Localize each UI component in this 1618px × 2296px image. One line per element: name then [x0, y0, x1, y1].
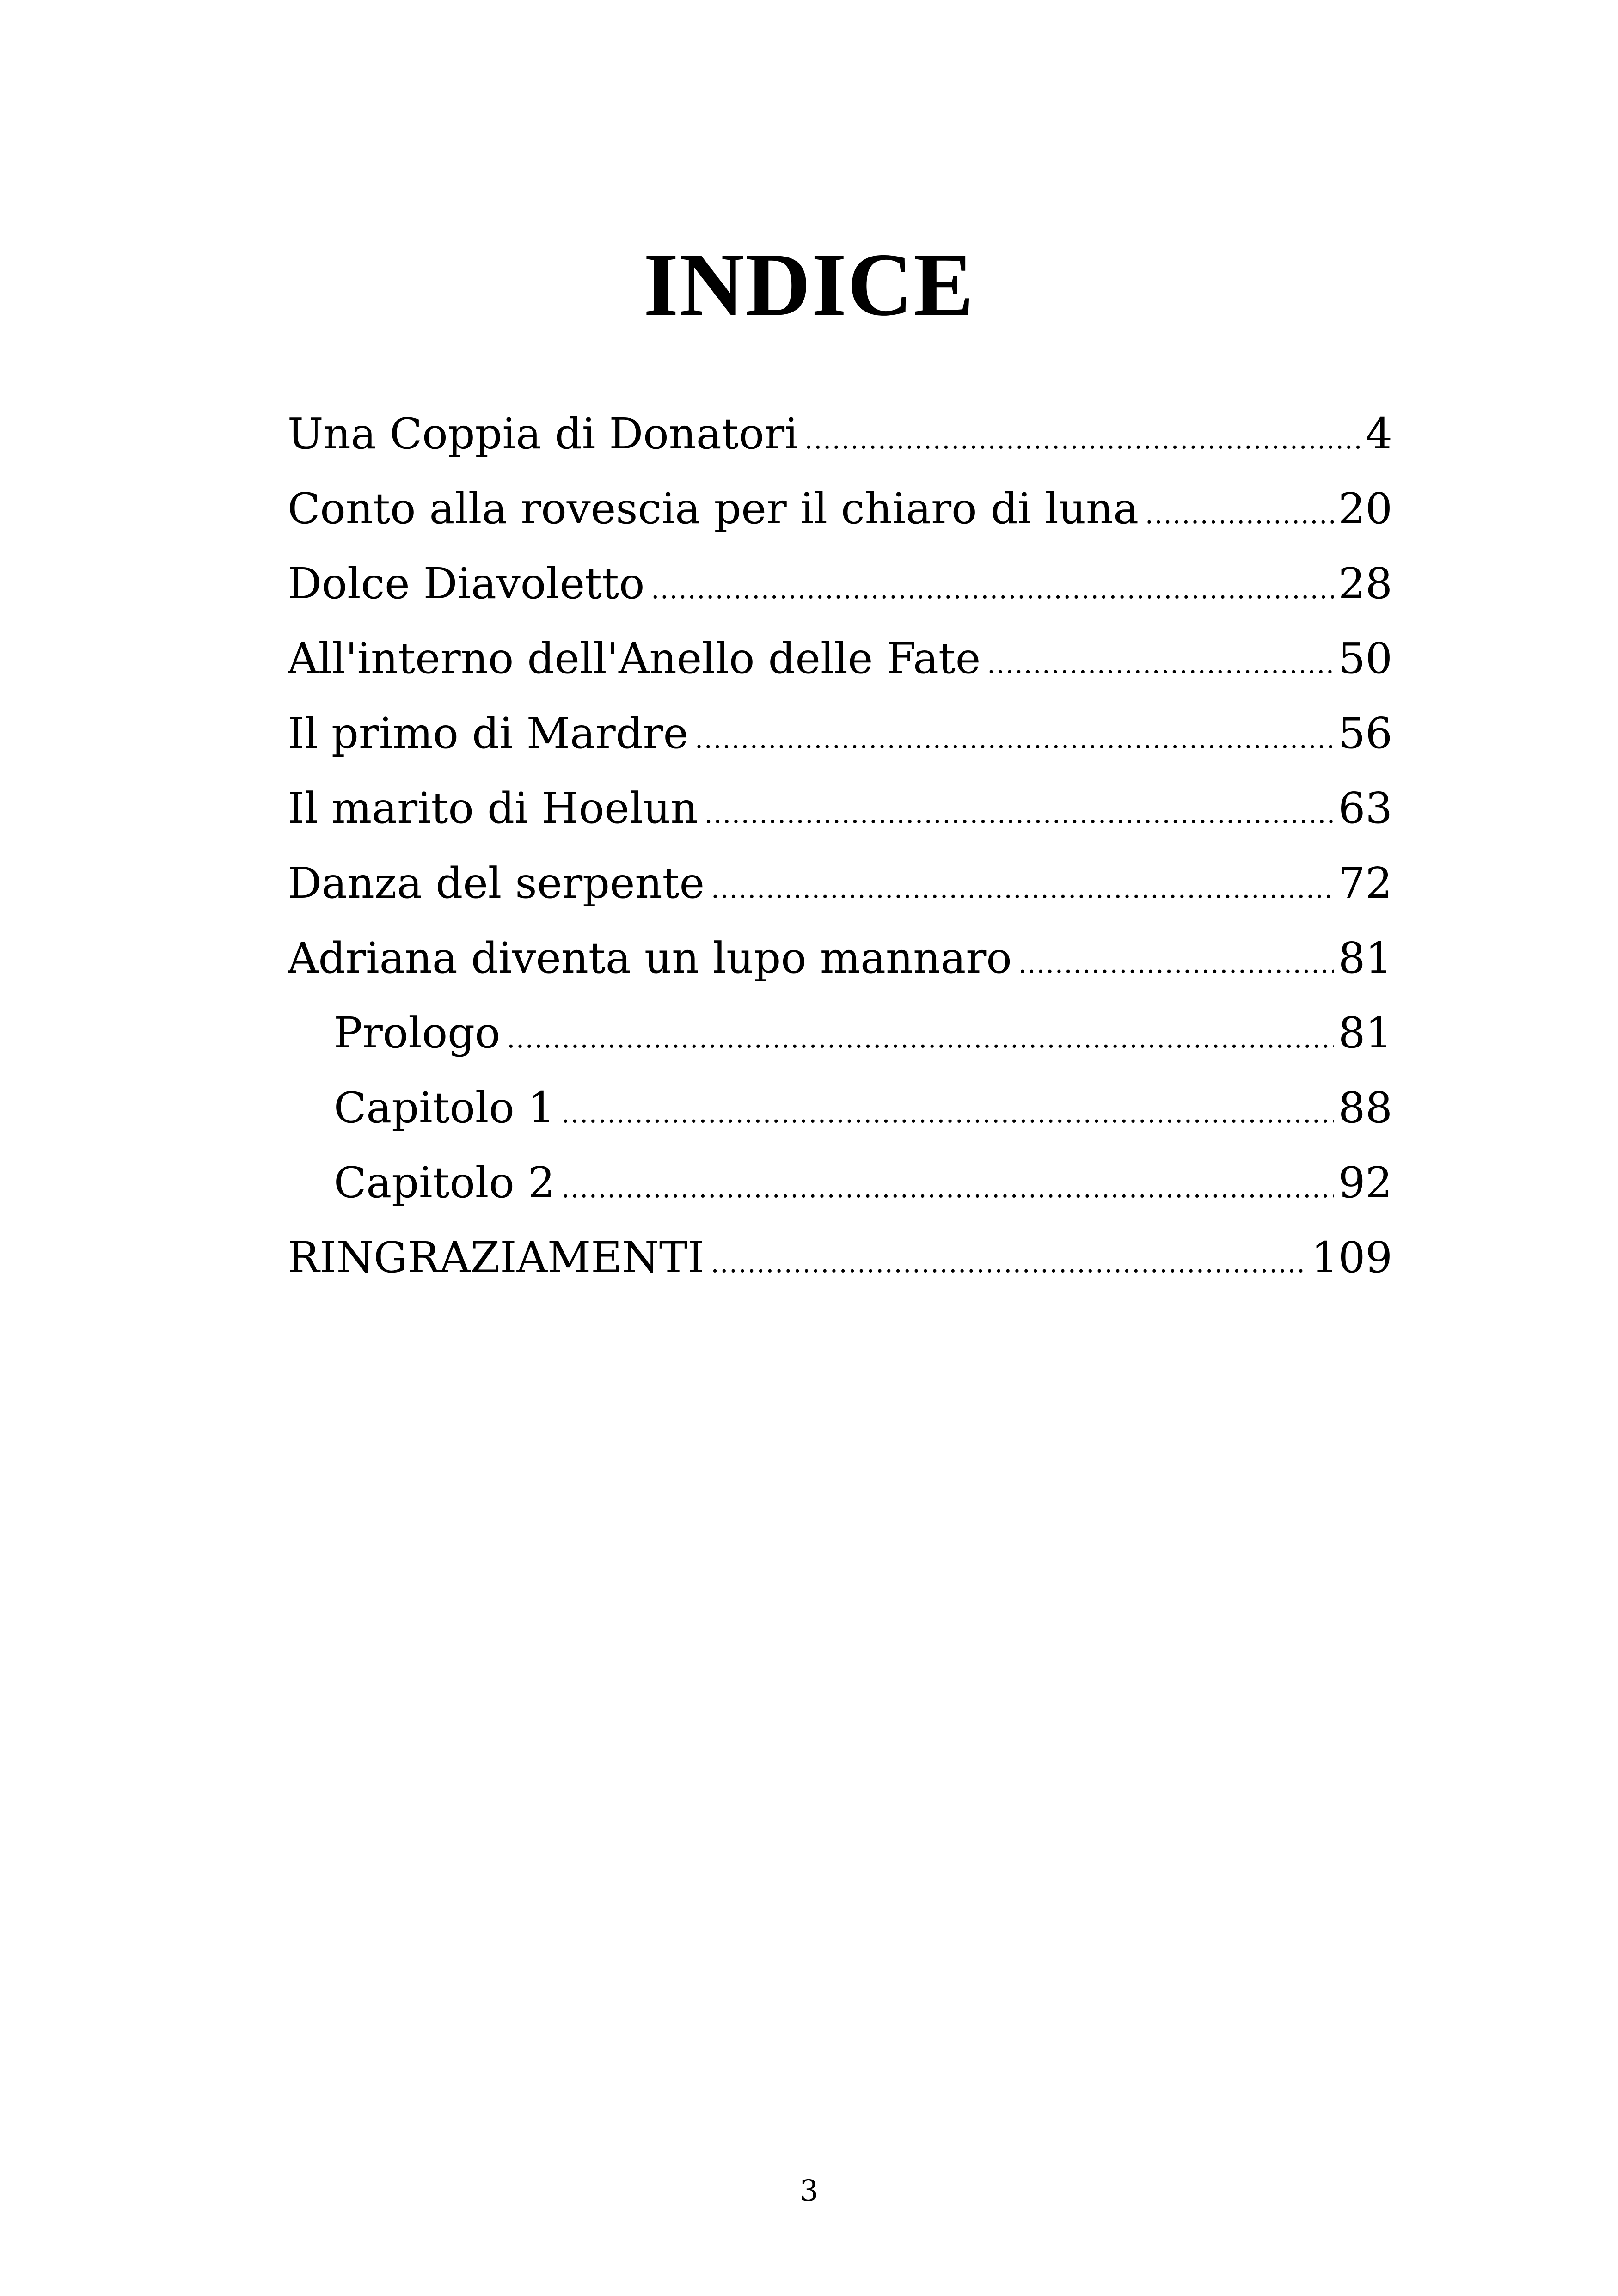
- toc-dot-leader: [711, 1226, 1307, 1295]
- toc-entry[interactable]: [288, 846, 1392, 921]
- table-of-contents: [288, 397, 1392, 1295]
- toc-subentry[interactable]: [288, 996, 1392, 1071]
- toc-entry-page: 81: [1338, 1008, 1392, 1058]
- toc-entry[interactable]: [288, 771, 1392, 846]
- toc-entry-page: 72: [1338, 858, 1392, 908]
- toc-entry-page: 63: [1338, 784, 1392, 833]
- toc-entry-label: All'interno dell'Anello delle Fate: [288, 634, 981, 683]
- toc-entry[interactable]: [288, 1220, 1392, 1295]
- toc-entry-page: 20: [1338, 484, 1392, 533]
- toc-entry-label: Capitolo 2: [334, 1158, 555, 1207]
- toc-entry-label: Adriana diventa un lupo mannaro: [288, 933, 1012, 983]
- toc-entry[interactable]: [288, 397, 1392, 471]
- toc-entry-page: 88: [1338, 1083, 1392, 1133]
- toc-entry-label: Il primo di Mardre: [288, 709, 689, 758]
- toc-entry-label: Una Coppia di Donatori: [288, 409, 798, 459]
- toc-entry-page: 28: [1338, 559, 1392, 608]
- toc-entry-page: 4: [1365, 409, 1392, 459]
- toc-dot-leader: [987, 627, 1334, 696]
- toc-entry-label: Conto alla rovescia per il chiaro di luna: [288, 484, 1139, 533]
- toc-entry-label: Il marito di Hoelun: [288, 784, 698, 833]
- page-title: INDICE: [643, 234, 975, 335]
- toc-entry[interactable]: [288, 696, 1392, 771]
- toc-entry-label: Capitolo 1: [334, 1083, 555, 1133]
- toc-entry[interactable]: [288, 546, 1392, 621]
- toc-dot-leader: [695, 702, 1334, 771]
- toc-entry-label: Danza del serpente: [288, 858, 705, 908]
- toc-entry-page: 50: [1338, 634, 1392, 683]
- toc-entry-page: 81: [1338, 933, 1392, 983]
- toc-dot-leader: [507, 1002, 1334, 1071]
- toc-entry-label: Dolce Diavoletto: [288, 559, 645, 608]
- toc-dot-leader: [562, 1151, 1334, 1220]
- toc-entry[interactable]: [288, 621, 1392, 696]
- toc-dot-leader: [1145, 478, 1334, 546]
- toc-dot-leader: [651, 552, 1334, 621]
- toc-dot-leader: [562, 1077, 1334, 1145]
- toc-entry-page: 109: [1311, 1233, 1392, 1282]
- toc-dot-leader: [805, 403, 1361, 471]
- toc-entry-label: Prologo: [334, 1008, 501, 1058]
- toc-entry-page: 56: [1338, 709, 1392, 758]
- toc-entry-page: 92: [1338, 1158, 1392, 1207]
- toc-entry[interactable]: [288, 471, 1392, 546]
- page-number: 3: [799, 2174, 819, 2208]
- toc-subentry[interactable]: [288, 1071, 1392, 1145]
- toc-dot-leader: [711, 852, 1334, 921]
- toc-entry[interactable]: [288, 921, 1392, 996]
- toc-dot-leader: [1018, 927, 1334, 996]
- toc-subentry[interactable]: [288, 1145, 1392, 1220]
- toc-entry-label: RINGRAZIAMENTI: [288, 1233, 705, 1282]
- toc-dot-leader: [705, 777, 1334, 846]
